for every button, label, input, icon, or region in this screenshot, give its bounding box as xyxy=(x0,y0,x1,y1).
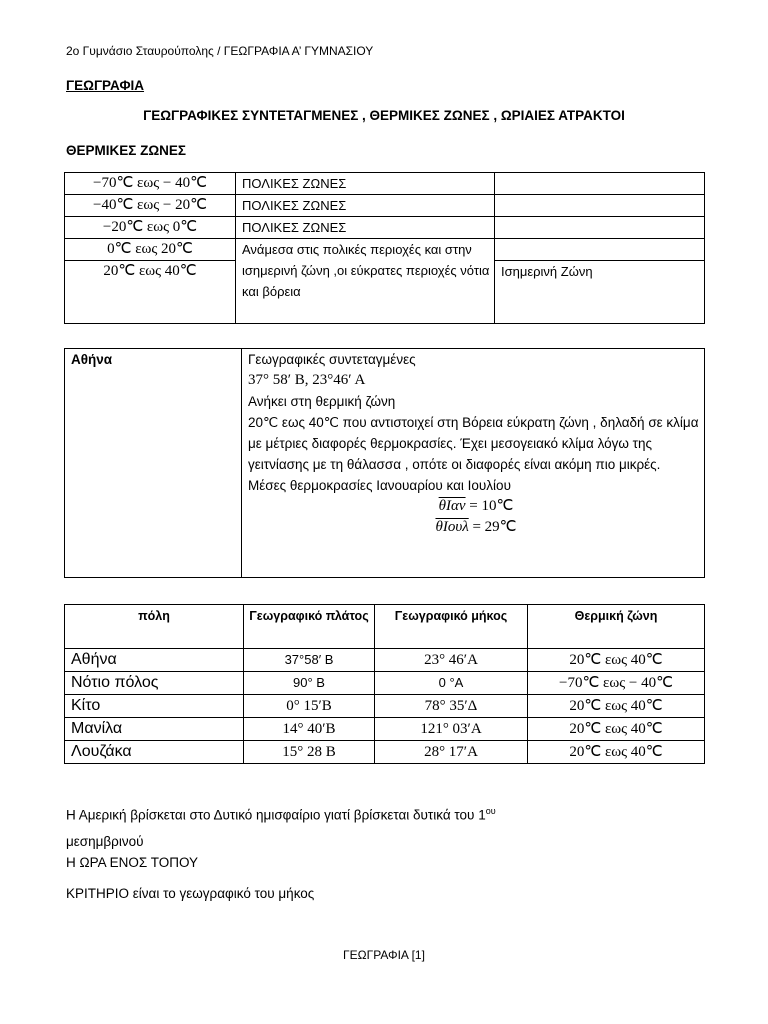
latitude-cell: 90° Β xyxy=(244,672,375,695)
latitude-cell: 15° 28 Β xyxy=(244,741,375,764)
zone-name-cell xyxy=(495,239,705,261)
coordinates-line: 37° 58′ Β, 23°46′ Α xyxy=(248,372,366,388)
time-heading: Η ΩΡΑ ΕΝΟΣ ΤΟΠΟΥ xyxy=(66,855,199,870)
section-heading: ΘΕΡΜΙΚΕΣ ΖΩΝΕΣ xyxy=(66,143,187,158)
latitude-cell: 37°58′ Β xyxy=(244,649,375,672)
table-row xyxy=(65,239,705,261)
info-paragraph: 20℃ εως 40℃ που αντιστοιχεί στη Βόρεια εύκρατη ζώνη , δηλαδή σε κλίμα με μέτριες διαφορές θερμοκρασίες. Έχει μεσογειακό κλίμα λόγω της γειτνίασης με τη θάλασσα , οπότε οι διαφορές είναι ακόμη πιο μικρές. xyxy=(248,415,699,472)
info-line: Ανήκει στη θερμική ζώνη xyxy=(248,394,396,409)
criterion-line: ΚΡΙΤΗΡΙΟ είναι το γεωγραφικό του μήκος xyxy=(66,886,315,901)
latitude-cell: 0° 15′Β xyxy=(244,695,375,718)
document-subtitle: ΓΕΩΓΡΑΦΙΚΕΣ ΣΥΝΤΕΤΑΓΜΕΝΕΣ , ΘΕΡΜΙΚΕΣ ΖΩΝΕΣ , ΩΡΙΑΙΕΣ ΑΤΡΑΚΤΟΙ xyxy=(143,108,625,123)
page-header: 2ο Γυμνάσιο Σταυρούπολης / ΓΕΩΓΡΑΦΙΑ Α’ ΓΥΜΝΑΣΙΟΥ xyxy=(66,44,374,58)
city-cell: Κίτο xyxy=(65,695,244,718)
table-row xyxy=(65,195,705,217)
table-row xyxy=(65,718,705,741)
january-temperature: θΙαν = 10℃ xyxy=(438,498,514,514)
temp-range-cell: −40℃ εως − 20℃ xyxy=(65,195,236,217)
zone-description-cell: ΠΟΛΙΚΕΣ ΖΩΝΕΣ xyxy=(236,173,495,195)
zone-cell: 20℃ εως 40℃ xyxy=(528,741,705,764)
temp-range-cell: −70℃ εως − 40℃ xyxy=(65,173,236,195)
info-line: Γεωγραφικές συντεταγμένες xyxy=(248,352,416,367)
info-line: Μέσες θερμοκρασίες Ιανουαρίου και Ιουλίου xyxy=(248,478,511,493)
table-row xyxy=(65,173,705,195)
latitude-cell: 14° 40′Β xyxy=(244,718,375,741)
city-cell: Αθήνα xyxy=(65,649,244,672)
column-header: πόλη xyxy=(65,605,244,649)
zone-description-cell: Ανάμεσα στις πολικές περιοχές και στην ισημερινή ζώνη ,οι εύκρατες περιοχές νότια και βόρεια xyxy=(236,239,495,324)
city-cell: Μανίλα xyxy=(65,718,244,741)
temp-range-cell: 20℃ εως 40℃ xyxy=(65,261,236,324)
column-header: Γεωγραφικό πλάτος xyxy=(244,605,375,649)
zone-cell: 20℃ εως 40℃ xyxy=(528,718,705,741)
table-row xyxy=(65,672,705,695)
zone-description-cell: ΠΟΛΙΚΕΣ ΖΩΝΕΣ xyxy=(236,195,495,217)
thermal-zones-table xyxy=(64,172,705,324)
city-cell: Νότιο πόλος xyxy=(65,672,244,695)
table-row xyxy=(65,695,705,718)
column-header: Θερμική ζώνη xyxy=(528,605,705,649)
zone-name-cell: Ισημερινή Ζώνη xyxy=(495,261,705,324)
table-row xyxy=(65,649,705,672)
table-row xyxy=(65,217,705,239)
temp-range-cell: 0℃ εως 20℃ xyxy=(65,239,236,261)
zone-name-cell xyxy=(495,217,705,239)
longitude-cell: 121° 03′Α xyxy=(375,718,528,741)
america-paragraph: Η Αμερική βρίσκεται στο Δυτικό ημισφαίριο γιατί βρίσκεται δυτικά του $1^{o\upsilon}$ μεσημβρινού xyxy=(66,806,496,849)
zone-cell: −70℃ εως − 40℃ xyxy=(528,672,705,695)
document-title: ΓΕΩΓΡΑΦΙΑ xyxy=(66,78,145,93)
longitude-cell: 28° 17′Α xyxy=(375,741,528,764)
july-temperature: θΙουλ = 29℃ xyxy=(435,519,517,535)
athens-info-table xyxy=(64,348,705,578)
column-header: Γεωγραφικό μήκος xyxy=(375,605,528,649)
page-footer: ΓΕΩΓΡΑΦΙΑ [1] xyxy=(343,948,425,962)
table-header-row xyxy=(65,605,705,649)
table-row xyxy=(65,741,705,764)
zone-cell: 20℃ εως 40℃ xyxy=(528,695,705,718)
longitude-cell: 78° 35′Δ xyxy=(375,695,528,718)
longitude-cell: 0 °Α xyxy=(375,672,528,695)
city-cell: Λουζάκα xyxy=(65,741,244,764)
zone-name-cell xyxy=(495,195,705,217)
city-name-cell: Αθήνα xyxy=(65,349,242,578)
zone-description-cell: ΠΟΛΙΚΕΣ ΖΩΝΕΣ xyxy=(236,217,495,239)
table-row xyxy=(65,349,705,578)
zone-cell: 20℃ εως 40℃ xyxy=(528,649,705,672)
temp-range-cell: −20℃ εως 0℃ xyxy=(65,217,236,239)
longitude-cell: 23° 46′Α xyxy=(375,649,528,672)
city-info-cell xyxy=(242,349,705,578)
cities-table xyxy=(64,604,705,764)
zone-name-cell xyxy=(495,173,705,195)
